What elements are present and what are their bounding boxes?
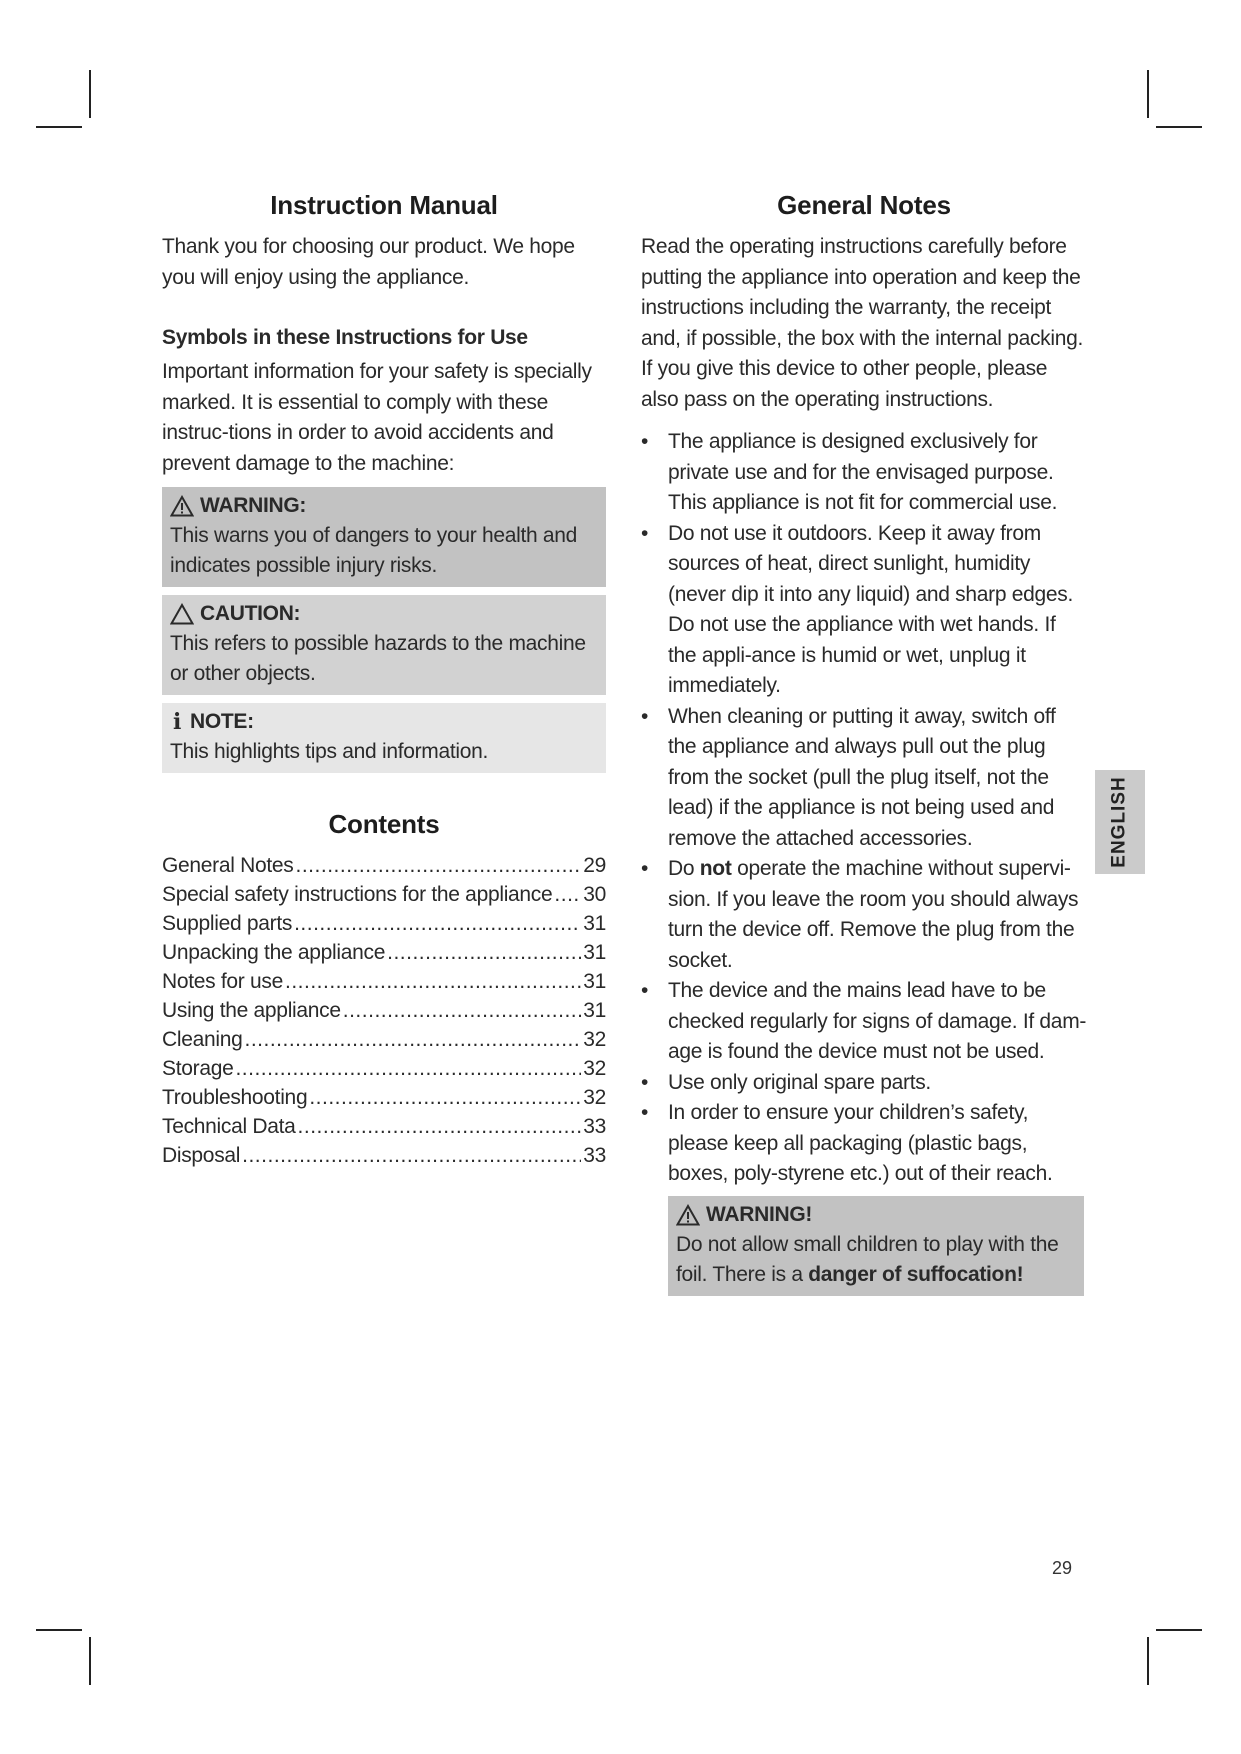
intro-text: Thank you for choosing our product. We hope you will enjoy using the appliance.: [162, 235, 575, 289]
instruction-manual-title: Instruction Manual: [270, 190, 498, 220]
crop-mark: [36, 1629, 82, 1631]
list-item: • When cleaning or putting it away, switch off the appliance and always pull out the plug from the socket (pull the plug itself, not the lead) if the appliance is not being used and remove the attached accessories.: [641, 702, 1087, 855]
toc-item[interactable]: Special safety instructions for the appliance ..... 30: [162, 880, 606, 909]
toc-item[interactable]: Cleaning ..... 32: [162, 1025, 606, 1054]
crop-mark: [1147, 1637, 1149, 1685]
language-tab: [1095, 770, 1145, 874]
list-item: • Use only original spare parts.: [641, 1068, 1087, 1099]
crop-mark: [1147, 70, 1149, 118]
symbols-heading: Symbols in these Instructions for Use: [162, 326, 528, 349]
toc-item[interactable]: Disposal ..... 33: [162, 1141, 606, 1170]
toc-item[interactable]: Supplied parts ..... 31: [162, 909, 606, 938]
toc-item[interactable]: Unpacking the appliance ..... 31: [162, 938, 606, 967]
crop-mark: [36, 126, 82, 128]
suffocation-warning-box: [668, 1196, 1084, 1296]
list-item: • The appliance is designed exclusively for private use and for the envisaged purpose. This appliance is not fit for commercial use.: [641, 427, 1087, 519]
left-column: [162, 190, 606, 1170]
list-item: • Do not use it outdoors. Keep it away from sources of heat, direct sunlight, humidity (never dip it into any liquid) and sharp edges. Do not use the appliance with wet hands. If the appli-ance is humid or wet, unplug it immediately.: [641, 519, 1087, 702]
note-title: NOTE:: [190, 710, 254, 733]
caution-box: [162, 595, 606, 695]
general-notes-intro: Read the operating instructions carefully before putting the appliance into operation and keep the instructions including the warranty, the receipt and, if possible, the box with the internal packing. If you give this device to other people, please also pass on the operating instructions.: [641, 235, 1084, 411]
table-of-contents: [162, 851, 606, 1170]
warning-box: [162, 487, 606, 587]
toc-item[interactable]: Notes for use ..... 31: [162, 967, 606, 996]
toc-item[interactable]: Storage ..... 32: [162, 1054, 606, 1083]
language-tab-label: ENGLISH: [1109, 776, 1131, 868]
toc-item[interactable]: Troubleshooting ..... 32: [162, 1083, 606, 1112]
toc-item[interactable]: Technical Data ..... 33: [162, 1112, 606, 1141]
symbols-text: Important information for your safety is specially marked. It is essential to comply with these instruc-tions in order to avoid accidents and prevent damage to the machine:: [162, 360, 592, 475]
toc-item[interactable]: General Notes ..... 29: [162, 851, 606, 880]
list-item: • The device and the mains lead have to be checked regularly for signs of damage. If dam-age is found the device must not be used.: [641, 976, 1087, 1068]
info-icon: i: [172, 709, 182, 735]
crop-mark: [89, 70, 91, 118]
safety-bullet-list: [641, 427, 1087, 1190]
crop-mark: [1156, 126, 1202, 128]
list-item: • Do not operate the machine without supervi-sion. If you leave the room you should always turn the device off. Remove the plug from the socket.: [641, 854, 1087, 976]
caution-title: CAUTION:: [200, 602, 301, 625]
crop-mark: [1156, 1629, 1202, 1631]
contents-title: Contents: [328, 809, 440, 839]
caution-triangle-icon: [170, 603, 194, 625]
warning-title: WARNING:: [200, 494, 307, 517]
toc-item[interactable]: Using the appliance ..... 31: [162, 996, 606, 1025]
warning-text: This warns you of dangers to your health and indicates possible injury risks.: [170, 524, 578, 577]
suffocation-warning-text: Do not allow small children to play with the foil. There is a danger of suffocation!: [676, 1232, 1059, 1286]
right-column: [641, 190, 1087, 1296]
list-item: • In order to ensure your children’s safety, please keep all packaging (plastic bags, boxes, poly-styrene etc.) out of their reach.: [641, 1098, 1087, 1190]
warning-triangle-icon: [170, 495, 194, 517]
note-text: This highlights tips and information.: [170, 740, 489, 763]
warning-triangle-icon: [676, 1204, 700, 1226]
crop-mark: [89, 1637, 91, 1685]
general-notes-title: General Notes: [777, 190, 951, 220]
suffocation-warning-title: WARNING!: [706, 1202, 813, 1226]
note-box: [162, 703, 606, 773]
page-number: 29: [1052, 1558, 1073, 1578]
caution-text: This refers to possible hazards to the machine or other objects.: [170, 632, 586, 685]
